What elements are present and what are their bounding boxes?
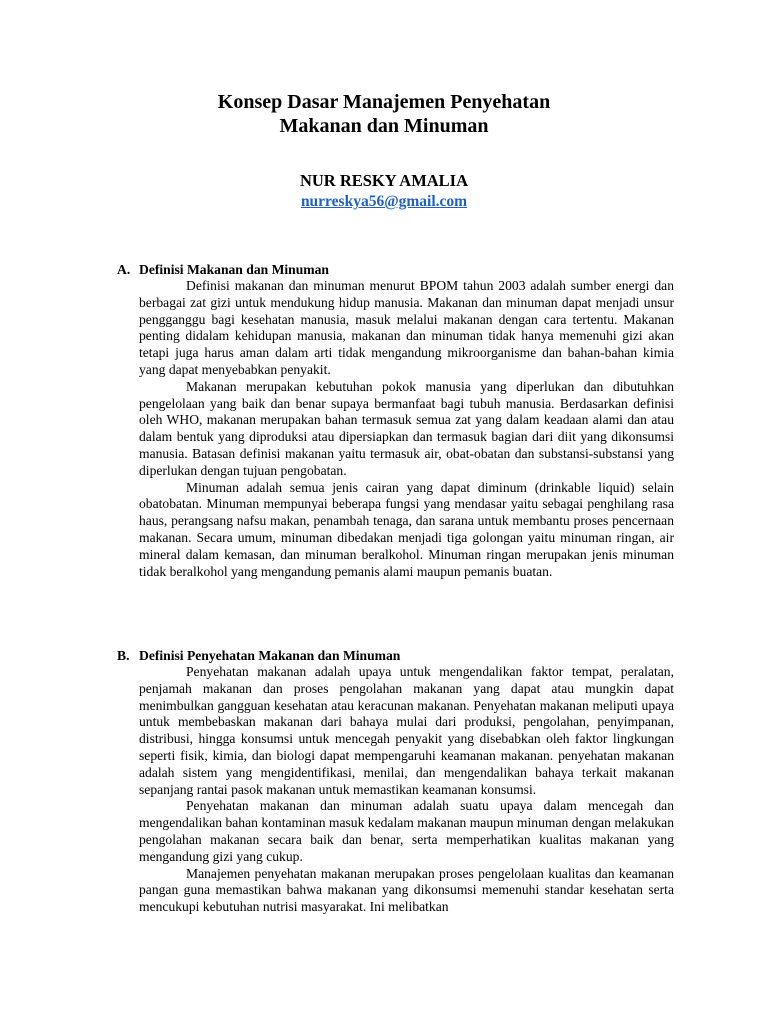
title-line-1: Konsep Dasar Manajemen Penyehatan <box>217 91 551 113</box>
section-a-letter: A. <box>117 262 131 277</box>
section-b-body <box>139 664 674 916</box>
paragraph: Penyehatan makanan dan minuman adalah suatu upaya dalam mencegah dan mengendalikan bahan kontaminan masuk kedalam makanan maupun minuman dengan melakukan pengolahan makanan secara baik dan benar, serta memperhatikan kualitas makanan yang mengandung gizi yang cukup. <box>139 798 674 864</box>
section-a-heading-text: Definisi Makanan dan Minuman <box>139 262 329 277</box>
section-a <box>0 261 768 580</box>
title-line-2: Makanan dan Minuman <box>279 115 489 137</box>
section-b-letter: B. <box>117 648 130 663</box>
section-b-heading-text: Definisi Penyehatan Makanan dan Minuman <box>139 648 401 663</box>
author-name: NUR RESKY AMALIA <box>299 171 469 190</box>
paragraph: Manajemen penyehatan makanan merupakan proses pengelolaan kualitas dan keamanan pangan guna memastikan bahwa makanan yang dikonsumsi memenuhi standar kesehatan serta mencukupi kebutuhan nutrisi masyarakat. Ini melibatkan <box>139 865 674 915</box>
paragraph: Penyehatan makanan adalah upaya untuk mengendalikan faktor tempat, peralatan, penjamah makanan dan proses pengolahan makanan yang dapat atau mungkin dapat menimbulkan gangguan kesehatan atau keracunan makanan. Penyehatan makanan meliputi upaya untuk membebaskan makanan dari bahaya mulai dari produksi, pengolahan, penyimpanan, distribusi, hingga konsumsi untuk mencegah penyakit yang disebabkan oleh faktor lingkungan seperti fisik, kimia, dan biologi dapat mempengaruhi keamanan makanan. penyehatan makanan adalah sistem yang mengidentifikasi, menilai, dan mengendalikan bahaya terkait makanan sepanjang rantai pasok makanan untuk memastikan keamanan konsumsi. <box>139 664 674 797</box>
author-email-link[interactable]: nurreskya56@gmail.com <box>300 193 468 210</box>
section-a-body <box>139 278 674 580</box>
section-b-heading <box>0 647 768 664</box>
section-b <box>0 647 768 916</box>
section-a-heading <box>0 261 768 278</box>
paragraph: Definisi makanan dan minuman menurut BPOM tahun 2003 adalah sumber energi dan berbagai zat gizi untuk mendukung hidup manusia. Makanan dan minuman dapat menjadi unsur pengganggu bagi kesehatan manusia, masuk melalui makanan dengan cara tertentu. Makanan penting didalam kehidupan manusia, makanan dan minuman tidak hanya memenuhi gizi akan tetapi juga harus aman dalam arti tidak mengandung mikroorganisme dan bahan-bahan kimia yang dapat menyebabkan penyakit. <box>139 278 674 377</box>
paragraph: Makanan merupakan kebutuhan pokok manusia yang diperlukan dan dibutuhkan pengelolaan yang baik dan benar supaya bermanfaat bagi tubuh manusia. Berdasarkan definisi oleh WHO, makanan merupakan bahan termasuk semua zat yang dalam keadaan alami dan atau dalam bentuk yang diproduksi atau dipersiapkan dan termasuk bagian dari diit yang dikonsumsi manusia. Batasan definisi makanan yaitu termasuk air, obat-obatan dan substansi-substansi yang diperlukan dengan tujuan pengobatan. <box>139 378 674 478</box>
document-title <box>0 90 768 138</box>
paragraph: Minuman adalah semua jenis cairan yang dapat diminum (drinkable liquid) selain obatobatan. Minuman mempunyai beberapa fungsi yang mendasar yaitu sebagai penghilang rasa haus, perangsang nafsu makan, penambah tenaga, dan sarana untuk membantu proses pencernaan makanan. Secara umum, minuman dibedakan menjadi tiga golongan yaitu minuman ringan, air mineral dalam kemasan, dan minuman beralkohol. Minuman ringan merupakan jenis minuman tidak beralkohol yang mengandung pemanis alami maupun pemanis buatan. <box>139 479 674 579</box>
